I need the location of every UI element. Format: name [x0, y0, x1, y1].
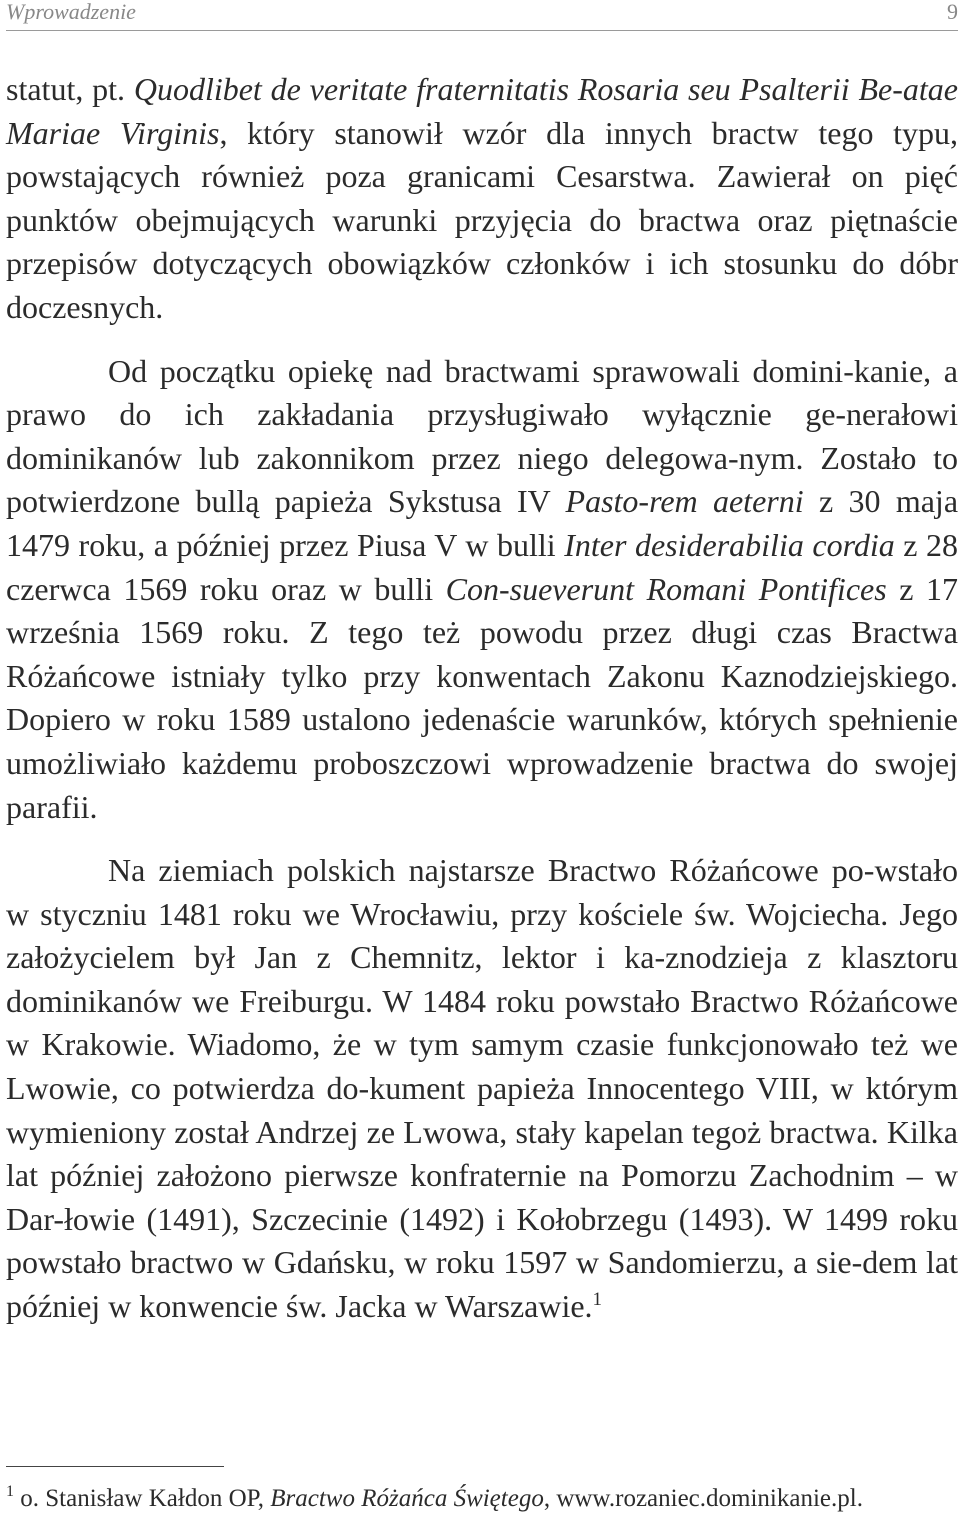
latin-title-inter-desiderabilia: Inter desiderabilia cordia [564, 526, 895, 563]
running-header [6, 0, 958, 31]
paragraph-3 [6, 849, 958, 1329]
paragraph-1 [6, 68, 958, 330]
text-run: Na ziemiach polskich najstarsze Bractwo Różańcowe po-wstało w styczniu 1481 roku we Wrocławiu, przy kościele św. Wojciecha. Jego założycielem był Jan z Chemnitz, lektor i ka-znodzieja z klasztoru dominikanów we Freiburgu. W 1484 roku powstało Bractwo Różańcowe w Krakowie. Wiadomo, że w tym samym czasie funkcjonowało też we Lwowie, co potwierdza do-kument papieża Innocentego VIII, w którym wymieniony został Andrzej ze Lwowa, stały kapelan tegoż bractwa. Kilka lat później założono pierwsze konfraternie na Pomorzu Zachodnim – w Dar-łowie (1491), Szczecinie (1492) i Kołobrzegu (1493). W 1499 roku powstało bractwo w Gdańsku, w roku 1597 w Sandomierzu, a sie-dem lat później w konwencie św. Jacka w Warszawie. [6, 852, 958, 1325]
text-run: Od początku opiekę nad bractwami sprawowali domini-kanie, a prawo do ich zakładania przysługiwało wyłącznie ge-nerałowi dominikanów lub zakonnikom przez niego delegowa-nym. Zostało to potwierdzone bullą papieża Sykstusa IV [6, 352, 958, 520]
footnote-reference[interactable]: 1 [592, 1289, 603, 1311]
text-run: z 17 września 1569 roku. Z tego też powodu przez długi czas Bractwa Różańcowe istniały tylko przy konwentach Zakonu Kaznodziejskiego. Dopiero w roku 1589 ustalono jedenaście warunków, których spełnienie umożliwiało każdemu proboszczowi wprowadzenie bractwa do swojej parafii. [6, 570, 959, 825]
latin-title-quodlibet: Quodlibet de veritate fraternitatis Rosaria seu Psalterii Be-atae Mariae Virginis [6, 71, 959, 151]
paragraph-2 [6, 350, 958, 830]
footnote-book-title: Bractwo Różańca Świętego [270, 1485, 544, 1512]
footnote-separator [6, 1466, 224, 1467]
footnote-prefix: o. Stanisław Kałdon OP, [14, 1485, 271, 1512]
footnote-marker: 1 [6, 1483, 14, 1500]
latin-title-consueverunt: Con-sueverunt Romani Pontifices [445, 570, 887, 607]
latin-title-pastorem-aeterni: Pasto-rem aeterni [565, 483, 804, 520]
footnote [6, 1484, 960, 1514]
page-number: 9 [947, 0, 958, 24]
text-run: statut, pt. [6, 71, 134, 107]
text-run: z 28 czerwca 1569 roku oraz w bulli [6, 526, 959, 607]
body-text [6, 68, 958, 1329]
text-run: z 30 maja 1479 roku, a później przez Piusa V w bulli [6, 483, 959, 563]
footnote-suffix: , www.rozaniec.dominikanie.pl. [543, 1485, 863, 1512]
chapter-title: Wprowadzenie [6, 0, 136, 24]
text-run: , który stanowił wzór dla innych bractw tego typu, powstających również poza granicami Cesarstwa. Zawierał on pięć punktów obejmujących warunki przyjęcia do bractwa oraz piętnaście przepisów dotyczących obowiązków członków i ich stosunku do dóbr doczesnych. [6, 114, 958, 325]
